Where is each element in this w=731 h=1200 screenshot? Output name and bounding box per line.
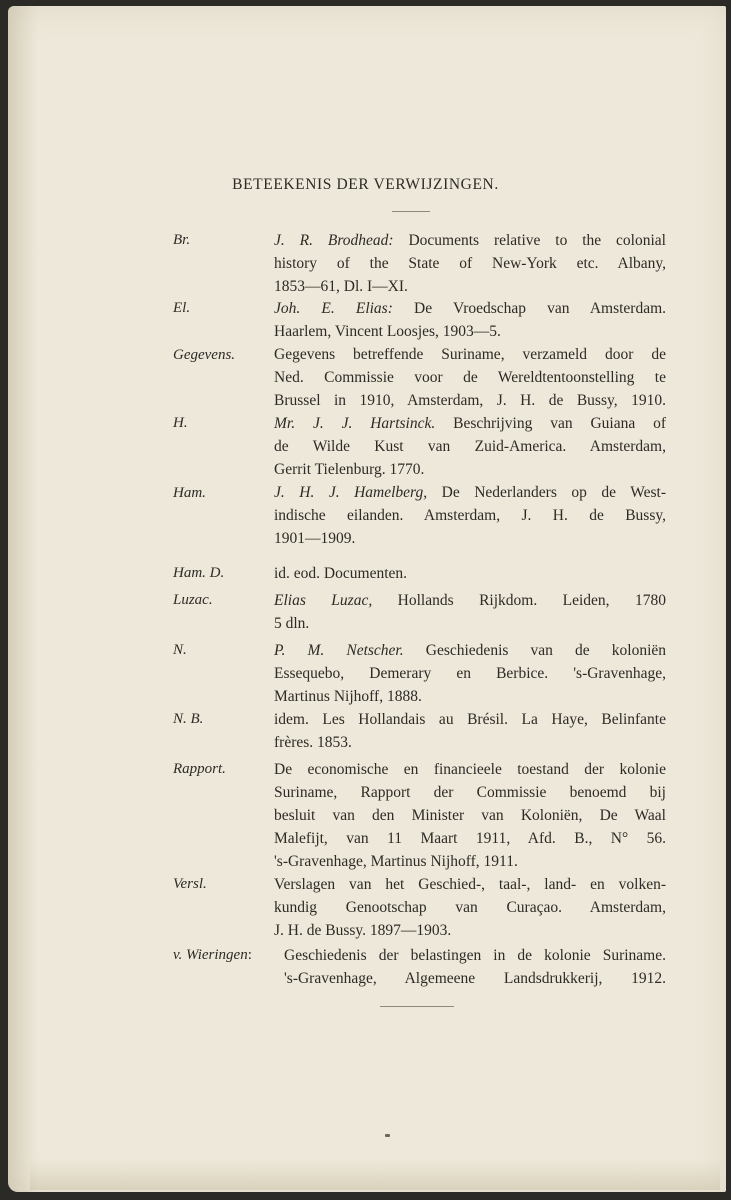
entry-description <box>274 297 666 343</box>
entry-author: Joh. E. Elias: <box>274 300 393 317</box>
entry-author: J. R. Brodhead: <box>274 232 394 249</box>
entry-abbreviation: N. <box>173 642 187 658</box>
entry-author: P. M. Netscher. <box>274 642 404 659</box>
entry-line: Elias Luzac, Hollands Rijkdom. Leiden, 1780 <box>274 592 667 609</box>
entry-description <box>274 412 666 481</box>
entry-line: J. R. Brodhead: Documents relative to the colonial <box>274 232 666 249</box>
entry-abbreviation: Rapport. <box>173 761 226 777</box>
entry-author: Mr. J. J. Hartsinck. <box>274 415 436 432</box>
entry-abbreviation: Ham. <box>173 485 206 501</box>
entry-description <box>274 343 666 412</box>
entry-description <box>274 229 666 298</box>
entry-line: 1901—1909. <box>274 530 356 547</box>
end-divider <box>380 1006 454 1007</box>
entry-line: Gerrit Tielenburg. 1770. <box>274 461 425 478</box>
entry-line: Mr. J. J. Hartsinck. Beschrijving van Guiana of <box>274 415 666 432</box>
entry-line: 's-Gravenhage, Algemeene Landsdrukkerij, 1912. <box>284 970 666 987</box>
entry-line: de Wilde Kust van Zuid-America. Amsterdam, <box>274 438 666 455</box>
entry-line: Verslagen van het Geschied-, taal-, land- en volken- <box>274 876 666 893</box>
entry-line: indische eilanden. Amsterdam, J. H. de Bussy, <box>274 507 666 524</box>
entry-author: J. H. J. Hamelberg, <box>274 484 428 501</box>
entry-line: Joh. E. Elias: De Vroedschap van Amsterdam. <box>274 300 667 317</box>
entry-description <box>274 589 666 635</box>
entry-line: Martinus Nijhoff, 1888. <box>274 688 422 705</box>
entry-line: Suriname, Rapport der Commissie benoemd bij <box>274 784 666 801</box>
entry-line: Ned. Commissie voor de Wereldtentoonstelling te <box>274 369 666 386</box>
entry-description <box>274 562 666 585</box>
page-title: BETEEKENIS DER VERWIJZINGEN. <box>232 176 499 193</box>
entry-line: 1853—61, Dl. I—XI. <box>274 278 408 295</box>
entry-description <box>274 639 666 708</box>
entry-line: Essequebo, Demerary en Berbice. 's-Gravenhage, <box>274 665 666 682</box>
entry-abbreviation: H. <box>173 415 188 431</box>
entry-description <box>274 481 666 550</box>
entry-line: history of the State of New-York etc. Albany, <box>274 255 666 272</box>
entry-abbreviation: Br. <box>173 232 191 248</box>
entry-abbreviation: Ham. D. <box>173 565 225 581</box>
entry-description <box>274 873 666 942</box>
entry-line: kundig Genootschap van Curaçao. Amsterdam, <box>274 899 666 916</box>
entry-line: Brussel in 1910, Amsterdam, J. H. de Bussy, 1910. <box>274 392 666 409</box>
entry-description <box>284 944 666 990</box>
entry-line: Malefijt, van 11 Maart 1911, Afd. B., N° 56. <box>274 830 666 847</box>
entry-colon: : <box>247 947 252 963</box>
entry-description <box>274 758 666 873</box>
title-divider <box>392 211 430 212</box>
entry-line: Gegevens betreffende Suriname, verzameld door de <box>274 346 666 363</box>
entry-abbreviation: Gegevens. <box>173 347 236 363</box>
entry-line: J. H. J. Hamelberg, De Nederlanders op de West- <box>274 484 666 501</box>
entry-line: 5 dln. <box>274 615 310 632</box>
entry-line: idem. Les Hollandais au Brésil. La Haye, Belinfante <box>274 711 666 728</box>
entry-line: Haarlem, Vincent Loosjes, 1903—5. <box>274 323 501 340</box>
entry-abbreviation: El. <box>173 300 191 316</box>
entry-line: frères. 1853. <box>274 734 352 751</box>
entry-line: P. M. Netscher. Geschiedenis van de koloniën <box>274 642 667 659</box>
entry-abbreviation: v. Wieringen: <box>173 947 252 963</box>
page-bottom-shadow <box>30 1160 720 1190</box>
entry-abbreviation: Luzac. <box>173 592 213 608</box>
entry-description <box>274 708 666 754</box>
entry-line: J. H. de Bussy. 1897—1903. <box>274 922 452 939</box>
printer-mark <box>385 1134 390 1137</box>
entry-line: De economische en financieele toestand der kolonie <box>274 761 666 778</box>
entry-line: 's-Gravenhage, Martinus Nijhoff, 1911. <box>274 853 518 870</box>
entry-line: Geschiedenis der belastingen in de kolonie Suriname. <box>284 947 666 964</box>
entry-author: Elias Luzac, <box>274 592 373 609</box>
entry-line: besluit van den Minister van Koloniën, De Waal <box>274 807 666 824</box>
entry-line: id. eod. Documenten. <box>274 565 408 582</box>
entry-abbreviation: Versl. <box>173 876 207 892</box>
entry-abbreviation: N. B. <box>173 711 204 727</box>
